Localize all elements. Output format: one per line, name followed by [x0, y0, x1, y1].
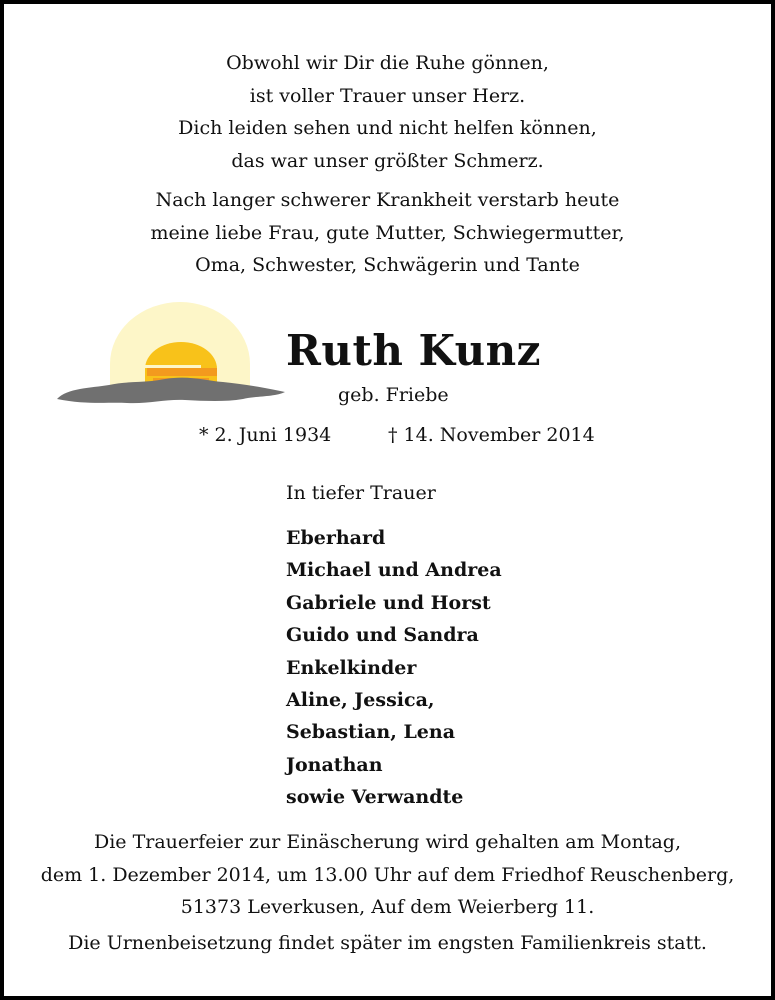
ceremony-info	[4, 826, 771, 924]
ceremony-line: dem 1. Dezember 2014, um 13.00 Uhr auf dem Friedhof Reuschenberg,	[40, 863, 735, 886]
sun-reflection	[147, 368, 217, 376]
intro-line: meine liebe Frau, gute Mutter, Schwiegermutter,	[150, 221, 625, 244]
ceremony-line: 51373 Leverkusen, Auf dem Weierberg 11.	[180, 896, 595, 918]
mourner-name: sowie Verwandte	[286, 786, 464, 809]
poem-line: Obwohl wir Dir die Ruhe gönnen,	[226, 52, 549, 74]
poem-line: ist voller Trauer unser Herz.	[249, 84, 526, 107]
mourner-name: Eberhard	[286, 527, 386, 549]
sun-cut-line	[145, 365, 201, 368]
intro-line: Nach langer schwerer Krankheit verstarb heute	[155, 189, 620, 211]
mourning-label: In tiefer Trauer	[286, 482, 436, 504]
urn-burial-note: Die Urnenbeisetzung findet später im engsten Familienkreis statt.	[68, 932, 707, 954]
mourner-name: Aline, Jessica,	[286, 689, 435, 712]
mourner-name: Sebastian, Lena	[286, 721, 456, 744]
ceremony-line: Die Trauerfeier zur Einäscherung wird gehalten am Montag,	[94, 831, 681, 853]
intro-text	[4, 184, 771, 282]
birth-date: * 2. Juni 1934	[199, 424, 332, 446]
death-date: † 14. November 2014	[388, 424, 595, 446]
poem-line: das war unser größter Schmerz.	[231, 149, 544, 172]
mourners-list	[286, 522, 502, 814]
mourner-name: Enkelkinder	[286, 656, 417, 679]
poem-line: Dich leiden sehen und nicht helfen können,	[178, 117, 597, 139]
mourner-name: Michael und Andrea	[286, 559, 502, 582]
mourner-name: Jonathan	[286, 753, 383, 776]
sunset-icon	[53, 302, 293, 412]
deceased-name: Ruth Kunz	[286, 326, 542, 375]
mourner-name: Guido und Sandra	[286, 624, 479, 647]
intro-line: Oma, Schwester, Schwägerin und Tante	[195, 254, 580, 276]
birth-name: geb. Friebe	[338, 384, 449, 406]
island-silhouette	[57, 378, 285, 403]
poem	[4, 47, 771, 177]
mourner-name: Gabriele und Horst	[286, 591, 491, 614]
